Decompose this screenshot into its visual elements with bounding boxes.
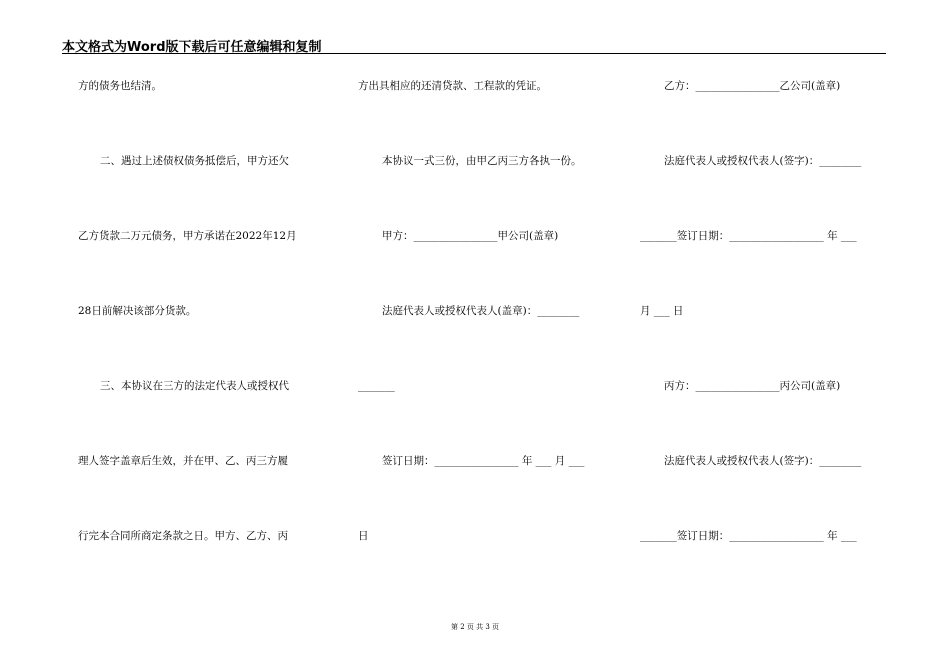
page-number-footer: 第 2 页 共 3 页 — [450, 623, 500, 631]
col2-line-2: 本协议一式三份，由甲乙丙三方各执一份。 — [382, 155, 582, 167]
col1-line-1: 方的债务也结清。 — [78, 80, 162, 92]
col2-line-4: 法庭代表人或授权代表人(盖章)：________ — [382, 305, 580, 317]
col1-line-3: 乙方货款二万元债务，甲方承诺在2022年12月 — [78, 230, 297, 242]
col1-line-5: 三、本协议在三方的法定代表人或授权代 — [100, 380, 289, 392]
col3-line-6: 法庭代表人或授权代表人(签字)：________ — [664, 455, 862, 467]
col2-line-7: 日 — [358, 530, 369, 542]
col3-line-3: _______签订日期：__________________ 年 ___ — [640, 230, 857, 242]
col2-line-5: _______ — [358, 380, 395, 392]
col3-line-1: 乙方：________________乙公司(盖章) — [664, 80, 841, 92]
col3-line-7: _______签订日期：__________________ 年 ___ — [640, 530, 857, 542]
col3-line-2: 法庭代表人或授权代表人(签字)：________ — [664, 155, 862, 167]
col1-line-7: 行完本合同所商定条款之日。甲方、乙方、丙 — [78, 530, 288, 542]
col1-line-6: 理人签字盖章后生效，并在甲、乙、丙三方履 — [78, 455, 288, 467]
document-header-title: 本文格式为Word版下载后可任意编辑和复制 — [62, 40, 322, 55]
col1-line-4: 28日前解决该部分货款。 — [78, 305, 197, 317]
col2-line-6: 签订日期：________________ 年 ___ 月 ___ — [382, 455, 585, 467]
col3-line-4: 月 ___ 日 — [640, 305, 684, 317]
col2-line-1: 方出具相应的还清贷款、工程款的凭证。 — [358, 80, 547, 92]
col1-line-2: 二、遇过上述债权债务抵偿后，甲方还欠 — [100, 155, 289, 167]
header-divider — [62, 53, 886, 54]
col2-line-3: 甲方：________________甲公司(盖章) — [382, 230, 559, 242]
col3-line-5: 丙方：________________丙公司(盖章) — [664, 380, 841, 392]
